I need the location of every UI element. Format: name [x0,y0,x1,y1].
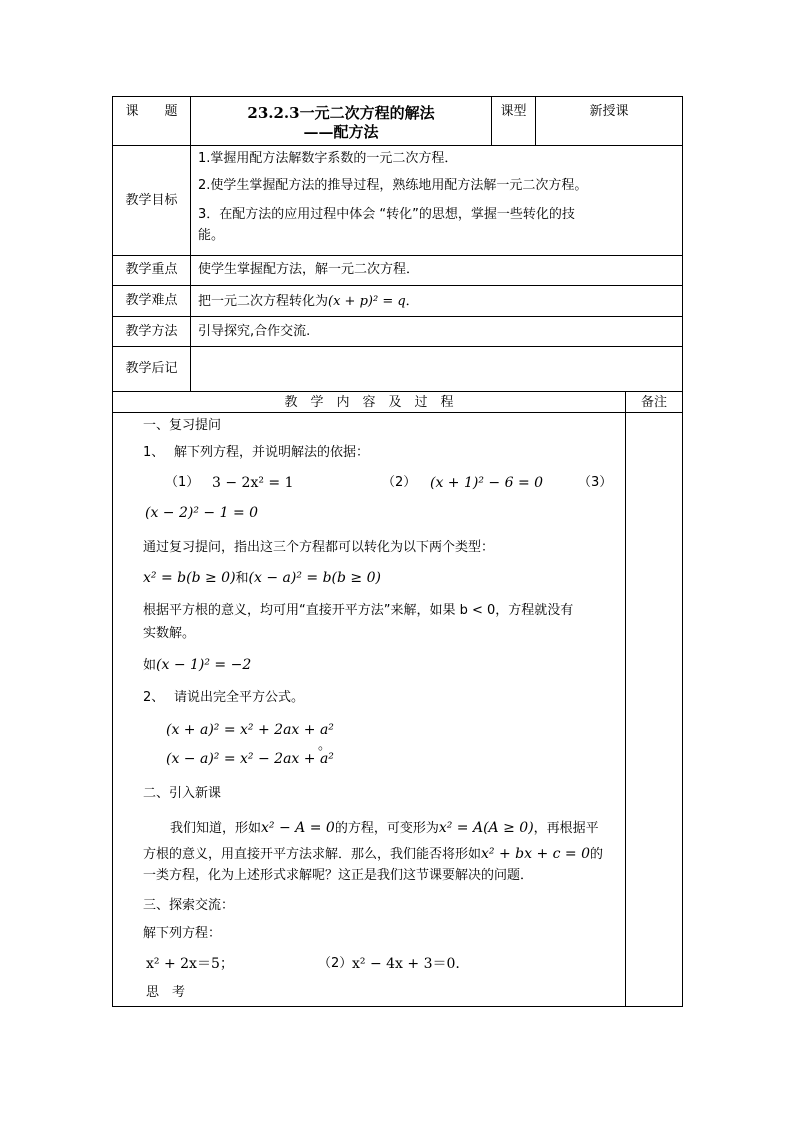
intro-text-e: 的 [590,847,604,862]
key-point-text: 使学生掌握配方法，解一元二次方程． [198,262,420,277]
intro-formula-c: x² + bx + c = 0 [481,846,591,862]
topic-label: 课 题 [125,104,178,119]
method-text: 引导探究,合作交流. [198,324,311,339]
lesson-type-value: 新授课 [589,104,629,119]
exercise2-label: （2） [318,956,353,971]
difficulty-label: 教学难点 [125,293,178,308]
lesson-type-label: 课型 [500,104,527,119]
section3-title: 三、探索交流： [143,898,235,913]
sqrt-explanation-line2: 实数解。 [143,626,196,641]
equation2: (x + 1)² − 6 = 0 [430,475,544,491]
table-border-right [682,96,683,1007]
row-divider [112,285,683,286]
intro-text-d: 方根的意义，用直接开平方法求解．那么，我们能否将形如 [143,847,482,862]
equation1: 3 − 2x² = 1 [212,475,294,491]
lesson-title-line2: ——配方法 [303,123,379,141]
equation3-label: （3） [578,475,613,490]
difficulty-text [198,294,419,310]
objectives-label: 教学目标 [125,193,178,208]
content-header: 教 学 内 容 及 过 程 [284,395,454,410]
row-divider [112,391,683,392]
intro-text-b: 的方程，可变形为 [334,821,439,836]
formula-end-mark: 。 [318,738,332,753]
objective-item-3-line2: 能。 [198,228,225,243]
think-heading: 思 考 [146,985,186,1000]
lesson-title-line1: 23.2.3一元二次方程的解法 [247,104,435,122]
section1-title: 一、复习提问 [143,418,222,433]
method-label: 教学方法 [125,324,178,339]
reflection-label: 教学后记 [125,361,178,376]
equation1-label: （1） [165,475,200,490]
row-divider [112,412,683,413]
objective-item-3-line1: 3．在配方法的应用过程中体会 “转化”的思想，掌握一些转化的技 [198,207,575,222]
equation-types [143,570,381,587]
difficulty-text-after: ． [405,294,419,309]
table-border-top [112,96,683,97]
question1-text: 解下列方程，并说明解法的依据： [174,445,370,460]
difficulty-text-before: 把一元二次方程转化为 [198,294,329,309]
summary-text: 通过复习提问，指出这三个方程都可以转化为以下两个类型： [143,540,495,555]
exercise2: x² − 4x + 3＝0. [352,956,460,972]
intro-line2 [143,846,603,863]
table-border-left [112,96,113,1007]
question1-number: 1、 [143,445,165,460]
key-point-label: 教学重点 [125,262,178,277]
type-a-formula: x² = b(b ≥ 0) [143,570,236,586]
perfect-square-formula-2: (x − a)² = x² − 2ax + a² [166,751,334,767]
objective-item-1: 1.掌握用配方法解数字系数的一元二次方程． [198,151,458,166]
intro-formula-b: x² = A(A ≥ 0) [438,820,534,836]
perfect-square-formula-1: (x + a)² = x² + 2ax + a² [166,722,334,738]
equation2-label: （2） [382,475,417,490]
intro-line3: 一类方程，化为上述形式求解呢？这正是我们这节课要解决的问题． [143,868,534,883]
example-formula: (x − 1)² = −2 [156,657,252,673]
row-divider [112,255,683,256]
intro-line1 [170,820,599,837]
section2-title: 二、引入新课 [143,786,222,801]
notes-column-divider [625,391,626,1006]
difficulty-formula: (x + p)² = q [328,294,406,309]
intro-text-c: ，再根据平 [533,821,599,836]
question2-number: 2、 [143,690,165,705]
type-b-formula: (x − a)² = b(b ≥ 0) [248,570,381,586]
row-divider [112,316,683,317]
solve-instruction: 解下列方程： [143,926,222,941]
row-divider [112,346,683,347]
notes-header: 备注 [640,395,667,410]
exercise1: x² + 2x＝5； [146,956,234,972]
objective-item-2: 2.使学生掌握配方法的推导过程，熟练地用配方法解一元二次方程。 [198,178,588,193]
intro-formula-a: x² − A = 0 [261,820,335,836]
table-border-bottom [112,1006,683,1007]
question2-text: 请说出完全平方公式。 [174,690,305,705]
intro-text-a: 我们知道，形如 [170,821,262,836]
equation3: (x − 2)² − 1 = 0 [145,505,259,521]
example-equation [143,657,251,674]
sqrt-explanation-line1: 根据平方根的意义，均可用“直接开平方法”来解，如果 b < 0，方程就没有 [143,603,574,618]
types-and: 和 [235,571,249,586]
row-divider [112,145,683,146]
example-prefix: 如 [143,658,157,673]
